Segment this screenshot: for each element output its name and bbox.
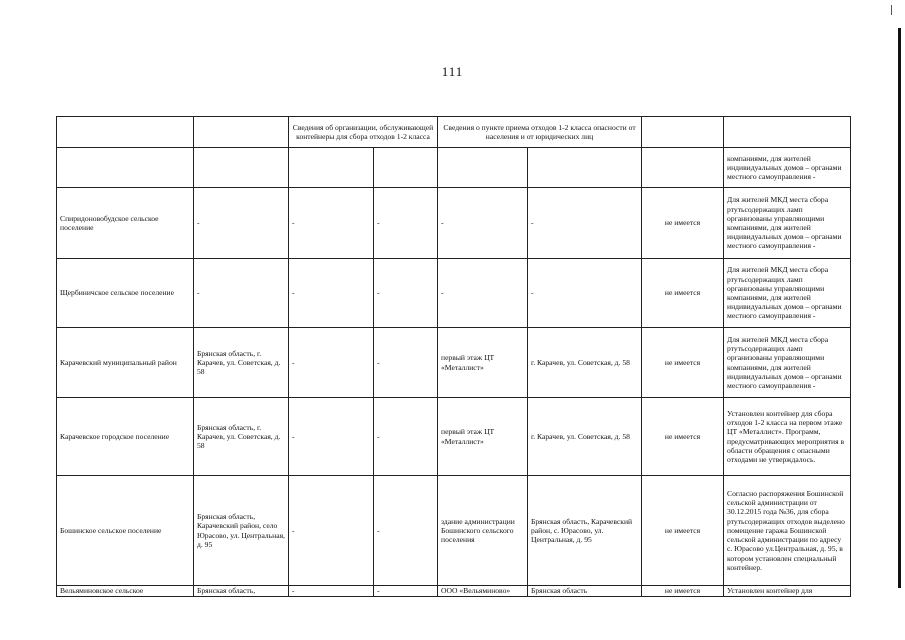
cell-address: Брянская область, Карачевский район, село Юрасово, ул. Центральная, д. 95: [194, 476, 289, 586]
header-empty-cell: [642, 117, 724, 148]
cell-org-2: -: [374, 586, 438, 597]
cell-org-2: -: [374, 328, 438, 398]
cell-status: не имеется: [642, 328, 724, 398]
header-org-group-label: Сведения об организации, обслуживающей контейнеры для сбора отходов 1-2 класса: [292, 122, 434, 141]
cell-point-name: здание администрации Бошинского сельского поселения: [438, 476, 528, 586]
cell-point-name: [438, 148, 528, 188]
cell-org-1: -: [289, 259, 374, 328]
cell-note: Для жителей МКД места сбора ртутьсодержащих ламп организованы управляющими компаниями, для жителей индивидуальных домов – органами местного самоуправления -: [724, 328, 851, 398]
table-row: [57, 586, 851, 597]
cell-point-address: г. Карачев, ул. Советская, д. 58: [528, 398, 642, 476]
scan-edge-tick: [891, 5, 892, 15]
cell-note: Установлен контейнер для сбора отходов 1-2 класса на первом этаже ЦТ «Металлист». Программ, предусматривающих мероприятия в области обращения с опасными отходами не утверждалось.: [724, 398, 851, 476]
cell-point-address: Брянская область: [528, 586, 642, 597]
table-row: [57, 398, 851, 476]
cell-note: Для жителей МКД места сбора ртутьсодержащих ламп организованы управляющими компаниями, для жителей индивидуальных домов – органами местного самоуправления -: [724, 188, 851, 259]
cell-point-address: [528, 148, 642, 188]
cell-settlement: Карачевское городское поселение: [57, 398, 194, 476]
cell-point-name: первый этаж ЦТ «Металлист»: [438, 328, 528, 398]
table-row: [57, 476, 851, 586]
cell-org-1: -: [289, 328, 374, 398]
header-row: [57, 117, 851, 148]
cell-settlement: Щербиничское сельское поселение: [57, 259, 194, 328]
waste-collection-table: [56, 116, 851, 597]
header-point-group-label: Сведения о пункте приема отходов 1-2 класса опасности от населения и от юридических лиц: [443, 122, 636, 141]
table-row: [57, 148, 851, 188]
page-number: 111: [441, 64, 464, 79]
cell-point-address: -: [528, 259, 642, 328]
cell-status: не имеется: [642, 398, 724, 476]
cell-point-name: -: [438, 188, 528, 259]
cell-point-name: -: [438, 259, 528, 328]
cell-address: Брянская область, г. Карачев, ул. Советская, д. 58: [194, 398, 289, 476]
cell-org-1: -: [289, 188, 374, 259]
header-org-group: [289, 117, 438, 148]
cell-point-address: -: [528, 188, 642, 259]
cell-settlement: Спиридоновобудское сельское поселение: [57, 188, 194, 259]
scan-edge-bar: [898, 28, 901, 588]
cell-status: не имеется: [642, 188, 724, 259]
header-empty-cell: [724, 117, 851, 148]
cell-status: не имеется: [642, 259, 724, 328]
cell-address: Брянская область,: [194, 586, 289, 597]
cell-org-1: -: [289, 476, 374, 586]
cell-note: Для жителей МКД места сбора ртутьсодержащих ламп организованы управляющими компаниями, для жителей индивидуальных домов – органами местного самоуправления -: [724, 259, 851, 328]
cell-org-1: -: [289, 398, 374, 476]
cell-address: -: [194, 188, 289, 259]
cell-org-1: [289, 148, 374, 188]
cell-settlement: [57, 148, 194, 188]
cell-settlement: Вельяминовское сельское: [57, 586, 194, 597]
cell-status: не имеется: [642, 476, 724, 586]
header-point-group: [438, 117, 642, 148]
cell-note: Установлен контейнер для: [724, 586, 851, 597]
header-empty-cell: [194, 117, 289, 148]
cell-address: [194, 148, 289, 188]
cell-note: компаниями, для жителей индивидуальных домов – органами местного самоуправления -: [724, 148, 851, 188]
cell-address: -: [194, 259, 289, 328]
cell-point-name: ООО «Вельяминово»: [438, 586, 528, 597]
cell-address: Брянская область, г. Карачев, ул. Советская, д. 58: [194, 328, 289, 398]
table-row: [57, 188, 851, 259]
cell-point-address: г. Карачев, ул. Советская, д. 58: [528, 328, 642, 398]
cell-note: Согласно распоряжения Бошинской сельской администрации от 30.12.2015 года №36, для сбора ртутьсодержащих отходов выделено помещение гаража Бошинской сельской администрации по адресу с. Юрасово ул.Центральная, д. 95, в котором установлен специальный контейнер.: [724, 476, 851, 586]
table-row: [57, 328, 851, 398]
cell-org-2: -: [374, 398, 438, 476]
cell-status: [642, 148, 724, 188]
cell-org-1: -: [289, 586, 374, 597]
cell-org-2: -: [374, 188, 438, 259]
cell-point-address: Брянская область, Карачевский район, с. Юрасово, ул. Центральная, д. 95: [528, 476, 642, 586]
table-row: [57, 259, 851, 328]
cell-status: не имеется: [642, 586, 724, 597]
header-empty-cell: [57, 117, 194, 148]
cell-point-name: первый этаж ЦТ «Металлист»: [438, 398, 528, 476]
cell-settlement: Карачевский муниципальный район: [57, 328, 194, 398]
cell-org-2: -: [374, 476, 438, 586]
cell-org-2: -: [374, 259, 438, 328]
cell-settlement: Бошинское сельское поселение: [57, 476, 194, 586]
cell-org-2: [374, 148, 438, 188]
